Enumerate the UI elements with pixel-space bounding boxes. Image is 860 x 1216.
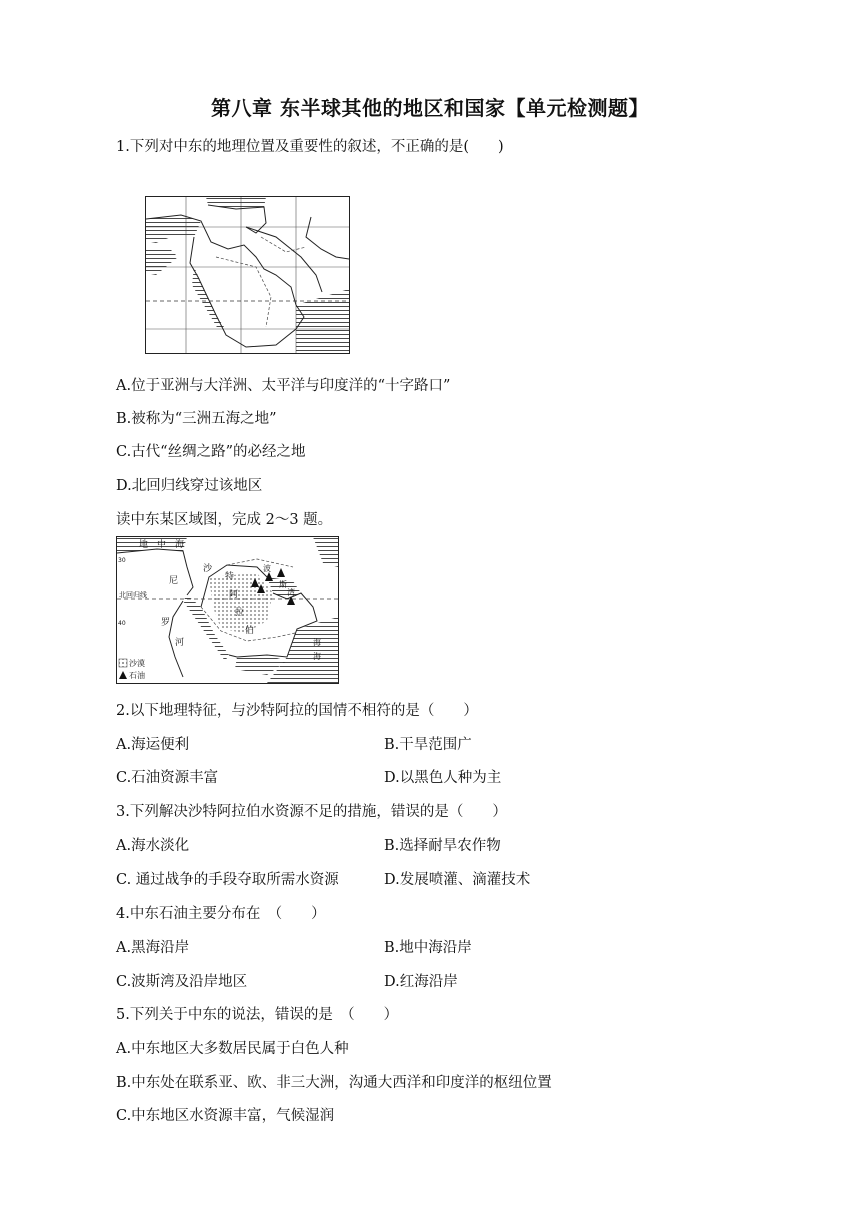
q3-option-a: A.海水淡化 <box>116 838 190 854</box>
legend-oil-label: 石油 <box>129 671 145 680</box>
label-lon-b: 40 <box>118 620 126 627</box>
q2-stem: 2.以下地理特征，与沙特阿拉的国情不相符的是（ ） <box>116 703 478 719</box>
q2-option-b: B.干旱范围广 <box>384 737 472 753</box>
label-lon-a: 30 <box>118 557 126 564</box>
label-la: 拉 <box>235 608 245 618</box>
label-red-hai: 海 <box>313 638 321 647</box>
label-sha: 沙 <box>203 564 213 574</box>
q1-option-a: A.位于亚洲与大洋洲、太平洋与印度洋的“十字路口” <box>116 378 451 394</box>
label-ni: 尼 <box>169 576 179 586</box>
q4-option-c: C.波斯湾及沿岸地区 <box>116 974 248 990</box>
label-he: 河 <box>175 638 185 648</box>
q1-option-d: D.北回归线穿过该地区 <box>116 478 263 494</box>
q2-option-d: D.以黑色人种为主 <box>384 770 502 786</box>
legend-oil-icon <box>119 671 127 679</box>
q5-option-c: C.中东地区水资源丰富，气候湿润 <box>116 1108 335 1124</box>
q3-option-d: D.发展喷灌、滴灌技术 <box>384 872 531 888</box>
q3-option-c: C. 通过战争的手段夺取所需水资源 <box>116 872 339 888</box>
label-luo: 罗 <box>161 618 171 628</box>
label-gulf-bo: 波 <box>263 564 271 573</box>
map-middle-east-1 <box>145 196 350 354</box>
q4-option-a: A.黑海沿岸 <box>116 940 190 956</box>
q3-stem: 3.下列解决沙特阿拉伯水资源不足的措施，错误的是（ ） <box>116 804 507 820</box>
q4-option-d: D.红海沿岸 <box>384 974 458 990</box>
legend-desert-label: 沙漠 <box>129 659 145 668</box>
middle-east-outline-map <box>146 197 349 353</box>
q1-option-b: B.被称为“三洲五海之地” <box>116 411 277 427</box>
q1-stem: 1.下列对中东的地理位置及重要性的叙述，不正确的是( ) <box>116 139 504 155</box>
legend-desert-swatch <box>119 659 127 667</box>
q5-stem: 5.下列关于中东的说法，错误的是 （ ） <box>116 1007 399 1023</box>
q3-option-b: B.选择耐旱农作物 <box>384 838 501 854</box>
q2-option-a: A.海运便利 <box>116 737 190 753</box>
label-tropic: 北回归线 <box>119 591 147 599</box>
q2-option-c: C.石油资源丰富 <box>116 770 219 786</box>
map-middle-east-2 <box>116 536 339 684</box>
label-bo: 伯 <box>245 626 255 636</box>
q4-stem: 4.中东石油主要分布在 （ ） <box>116 906 326 922</box>
q1-option-c: C.古代“丝绸之路”的必经之地 <box>116 444 306 460</box>
label-te: 特 <box>225 572 235 582</box>
label-sea-top: 地 中 海 <box>139 540 185 550</box>
q5-option-b: B.中东处在联系亚、欧、非三大洲，沟通大西洋和印度洋的枢纽位置 <box>116 1075 552 1091</box>
saudi-arabia-region-map <box>117 537 338 683</box>
intro-text: 读中东某区域图，完成 2～3 题。 <box>116 512 333 528</box>
document-title: 第八章 东半球其他的地区和国家【单元检测题】 <box>211 96 649 120</box>
q5-option-a: A.中东地区大多数居民属于白色人种 <box>116 1041 349 1057</box>
label-gulf-si: 斯 <box>279 580 287 589</box>
label-gulf-wan: 湾 <box>287 588 295 597</box>
label-a: 阿 <box>229 590 239 600</box>
label-red-hai-2: 海 <box>313 652 321 661</box>
q4-option-b: B.地中海沿岸 <box>384 940 472 956</box>
